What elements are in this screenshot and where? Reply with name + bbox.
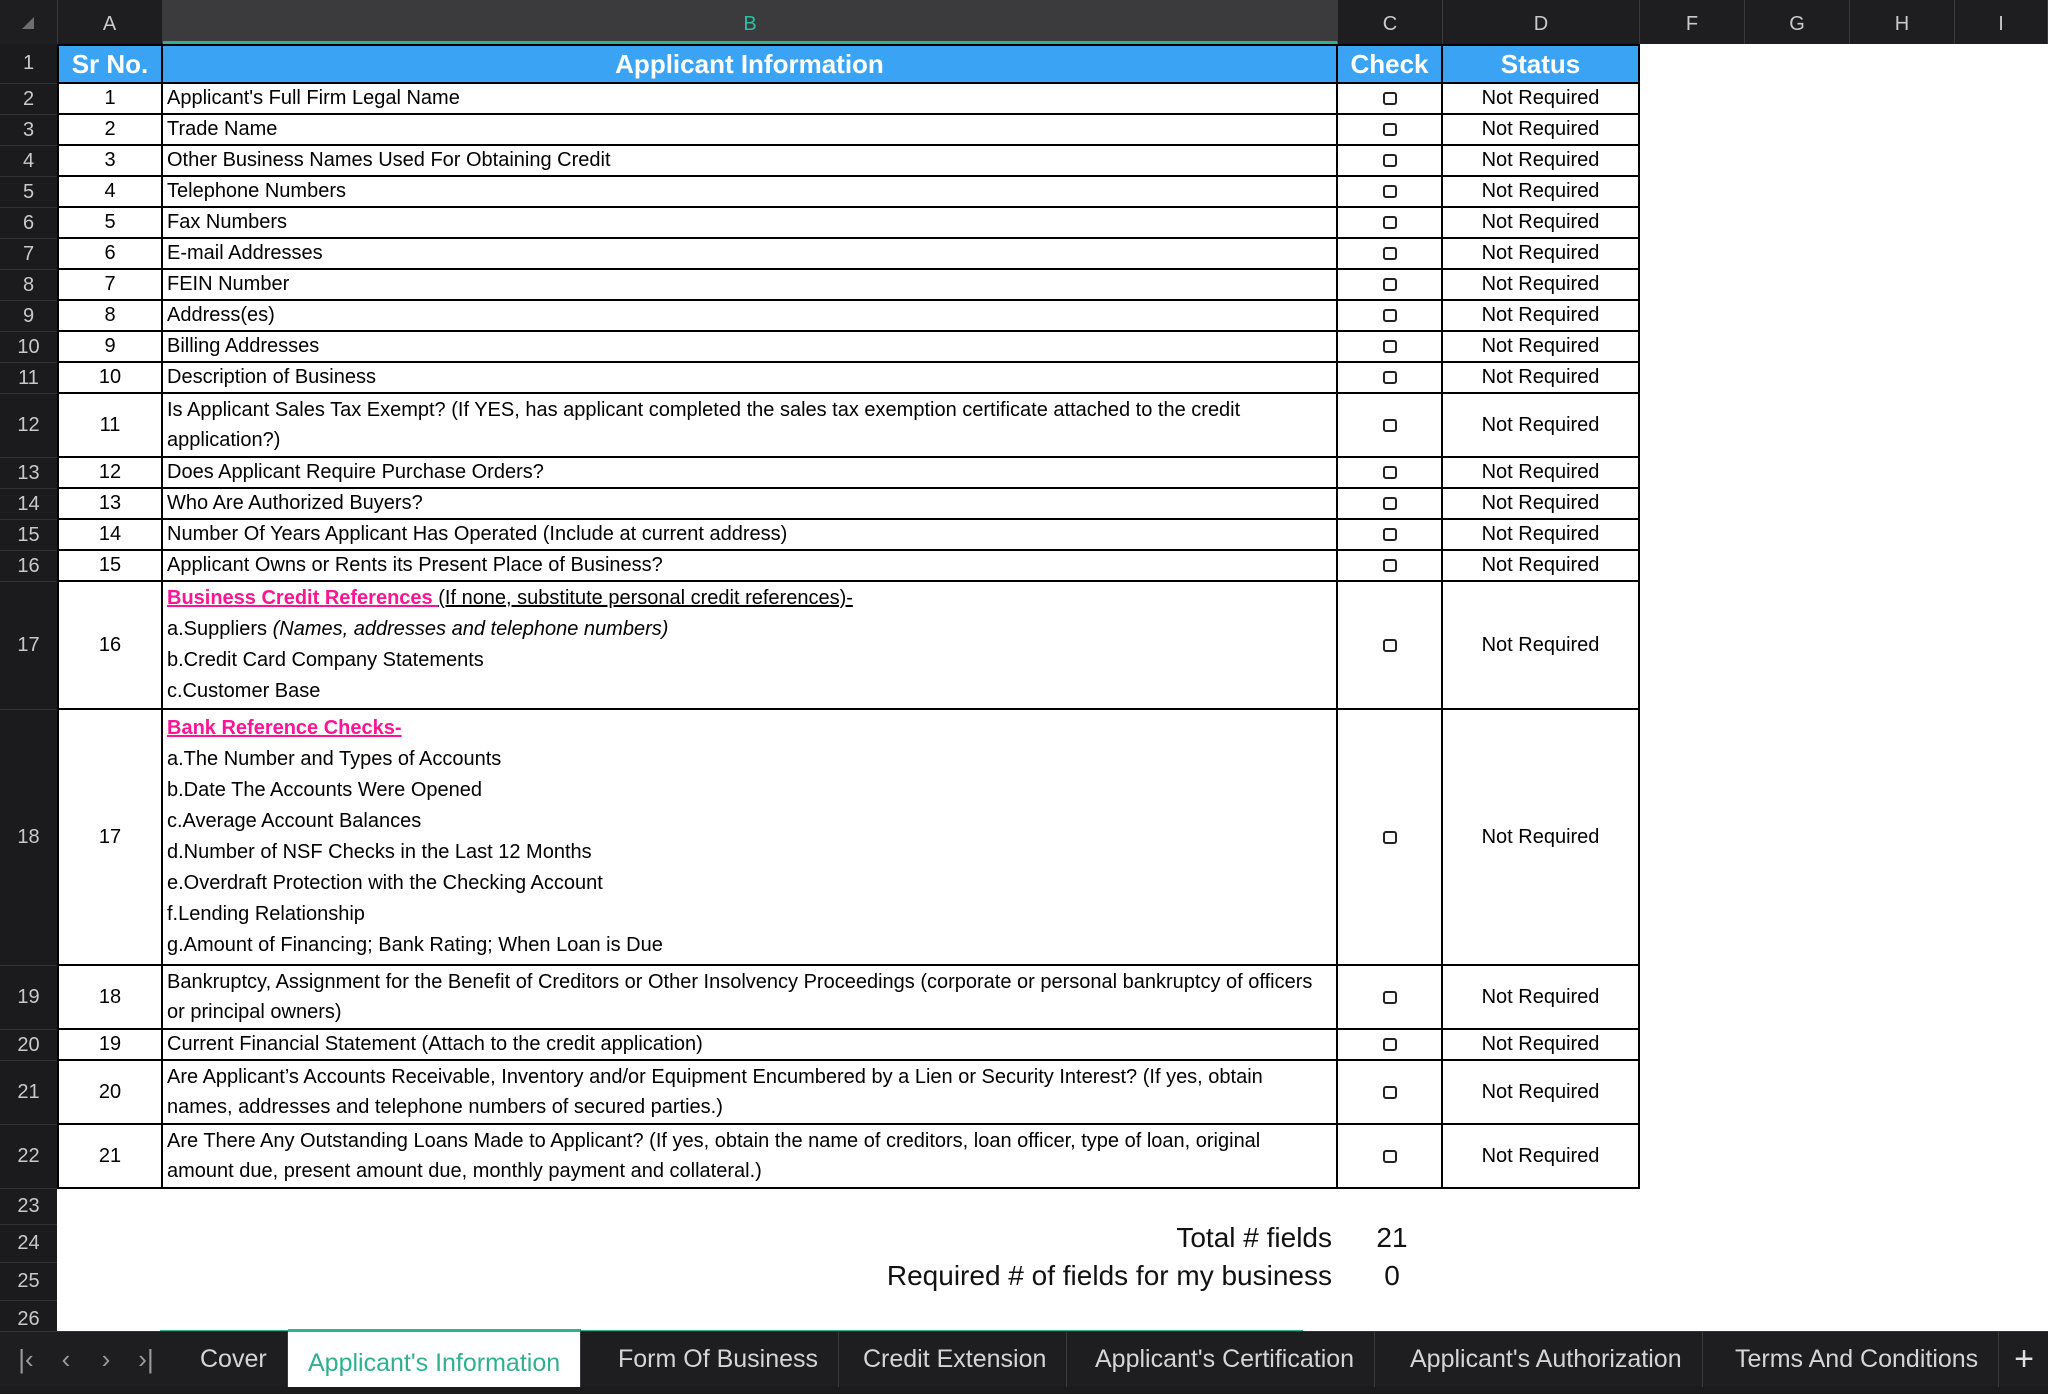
applicant-info-cell[interactable]	[163, 332, 1338, 363]
applicant-info-cell[interactable]	[163, 966, 1338, 1030]
check-cell[interactable]	[1338, 520, 1443, 551]
applicant-info-cell[interactable]	[163, 1125, 1338, 1189]
check-cell[interactable]	[1338, 1125, 1443, 1189]
checkbox-icon[interactable]	[1383, 419, 1397, 432]
checkbox-icon[interactable]	[1383, 216, 1397, 229]
applicant-info-text: Are There Any Outstanding Loans Made to Applicant? (If yes, obtain the name of creditors, loan officer, type of loan, original amount due, present amount due, monthly payment and collateral.)	[167, 1130, 1261, 1182]
row-header-17[interactable]: 17	[0, 582, 57, 710]
applicant-info-cell[interactable]	[163, 146, 1338, 177]
status-cell[interactable]: Not Required	[1443, 1061, 1640, 1125]
applicant-info-cell[interactable]	[163, 520, 1338, 551]
check-cell[interactable]	[1338, 332, 1443, 363]
check-cell[interactable]	[1338, 551, 1443, 582]
tab-form-of-business[interactable]: Form Of Business	[598, 1332, 839, 1387]
checkbox-icon[interactable]	[1383, 991, 1397, 1004]
status-cell[interactable]: Not Required	[1443, 1125, 1640, 1189]
sr-no-cell[interactable]: 11	[57, 394, 163, 458]
header-sr-no[interactable]: Sr No.	[57, 44, 163, 84]
header-check[interactable]: Check	[1338, 44, 1443, 84]
check-cell[interactable]	[1338, 394, 1443, 458]
checkbox-icon[interactable]	[1383, 185, 1397, 198]
applicant-info-text: Applicant Owns or Rents its Present Place of Business?	[167, 554, 663, 576]
row-header-10[interactable]: 10	[0, 332, 57, 363]
tab-applicants-authorization[interactable]: Applicant's Authorization	[1390, 1332, 1703, 1387]
applicant-info-cell[interactable]	[163, 84, 1338, 115]
check-cell[interactable]	[1338, 582, 1443, 710]
section-heading-link[interactable]: Bank Reference Checks-	[167, 717, 402, 739]
checkbox-icon[interactable]	[1383, 497, 1397, 510]
checkbox-icon[interactable]	[1383, 1150, 1397, 1163]
tab-credit-extension[interactable]: Credit Extension	[843, 1332, 1067, 1387]
sub-item-text: c.Average Account Balances	[167, 810, 422, 832]
check-cell[interactable]	[1338, 489, 1443, 520]
applicant-info-cell[interactable]	[163, 1061, 1338, 1125]
applicant-info-cell[interactable]	[163, 582, 1338, 710]
sub-item-note: (Names, addresses and telephone numbers)	[272, 618, 669, 640]
sr-no-cell[interactable]: 13	[57, 489, 163, 520]
tab-terms-and-conditions[interactable]: Terms And Conditions	[1715, 1332, 1999, 1387]
applicant-info-text: Trade Name	[167, 118, 278, 140]
status-cell[interactable]: Not Required	[1443, 520, 1640, 551]
status-cell[interactable]: Not Required	[1443, 551, 1640, 582]
row-header-8[interactable]: 8	[0, 270, 57, 301]
applicant-info-cell[interactable]	[163, 177, 1338, 208]
sr-no-cell[interactable]: 6	[57, 239, 163, 270]
previous-sheet-icon[interactable]: ‹	[61, 1344, 71, 1374]
applicant-info-text: Telephone Numbers	[167, 180, 346, 202]
row-header-3[interactable]: 3	[0, 115, 57, 146]
status-cell[interactable]: Not Required	[1443, 177, 1640, 208]
select-all-icon	[22, 17, 34, 29]
section-heading	[167, 583, 1332, 614]
applicant-info-cell[interactable]	[163, 115, 1338, 146]
checkbox-icon[interactable]	[1383, 278, 1397, 291]
sub-item	[167, 744, 1332, 775]
checkbox-icon[interactable]	[1383, 831, 1397, 844]
applicant-info-cell[interactable]	[163, 208, 1338, 239]
column-header-h[interactable]: H	[1850, 0, 1955, 44]
check-cell[interactable]	[1338, 710, 1443, 966]
check-cell[interactable]	[1338, 363, 1443, 394]
checkbox-icon[interactable]	[1383, 466, 1397, 479]
sr-no-cell[interactable]: 18	[57, 966, 163, 1030]
sub-item	[167, 806, 1332, 837]
status-cell[interactable]: Not Required	[1443, 1030, 1640, 1061]
required-fields-value[interactable]: 0	[1384, 1260, 1400, 1291]
sub-item-text: a.The Number and Types of Accounts	[167, 748, 502, 770]
checkbox-icon[interactable]	[1383, 371, 1397, 384]
sheet-tab-bar	[0, 1331, 2048, 1386]
sr-no-cell[interactable]: 15	[57, 551, 163, 582]
sr-no-cell[interactable]: 9	[57, 332, 163, 363]
sr-no-cell[interactable]: 20	[57, 1061, 163, 1125]
section-heading-note: (If none, substitute personal credit references)-	[438, 587, 853, 609]
checkbox-icon[interactable]	[1383, 1038, 1397, 1051]
checkbox-icon[interactable]	[1383, 92, 1397, 105]
status-cell[interactable]: Not Required	[1443, 208, 1640, 239]
column-header-b[interactable]: B	[163, 0, 1338, 44]
row-header-21[interactable]: 21	[0, 1061, 57, 1125]
status-cell[interactable]: Not Required	[1443, 489, 1640, 520]
applicant-info-cell[interactable]	[163, 489, 1338, 520]
row-header-20[interactable]: 20	[0, 1030, 57, 1061]
sub-item-text: c.Customer Base	[167, 680, 321, 702]
check-cell[interactable]	[1338, 458, 1443, 489]
row-header-2[interactable]: 2	[0, 84, 57, 115]
spreadsheet-grid[interactable]	[57, 44, 2048, 1331]
status-cell[interactable]: Not Required	[1443, 582, 1640, 710]
row-header-7[interactable]: 7	[0, 239, 57, 270]
tab-cover[interactable]: Cover	[180, 1332, 288, 1387]
row-header-15[interactable]: 15	[0, 520, 57, 551]
sr-no-cell[interactable]: 10	[57, 363, 163, 394]
column-header-d[interactable]: D	[1443, 0, 1640, 44]
applicant-info-cell[interactable]	[163, 270, 1338, 301]
sub-item	[167, 775, 1332, 806]
section-heading-link[interactable]: Business Credit References	[167, 587, 439, 609]
applicant-info-text: Current Financial Statement (Attach to the credit application)	[167, 1033, 703, 1055]
sr-no-cell[interactable]: 4	[57, 177, 163, 208]
row-header-24[interactable]: 24	[0, 1225, 57, 1263]
sr-no-cell[interactable]: 19	[57, 1030, 163, 1061]
row-header-18[interactable]: 18	[0, 710, 57, 966]
checkbox-icon[interactable]	[1383, 340, 1397, 353]
header-applicant-information-text: Applicant Information	[615, 48, 884, 79]
sr-no-cell[interactable]: 16	[57, 582, 163, 710]
sr-no-cell[interactable]: 1	[57, 84, 163, 115]
sub-item-text: b.Date The Accounts Were Opened	[167, 779, 483, 801]
check-cell[interactable]	[1338, 270, 1443, 301]
row-header-9[interactable]: 9	[0, 301, 57, 332]
sr-no-cell[interactable]: 21	[57, 1125, 163, 1189]
row-header-19[interactable]: 19	[0, 966, 57, 1030]
next-sheet-icon[interactable]: ›	[101, 1344, 111, 1374]
status-cell[interactable]: Not Required	[1443, 270, 1640, 301]
applicant-info-text: Fax Numbers	[167, 211, 288, 233]
row-header-25[interactable]: 25	[0, 1263, 57, 1301]
status-cell[interactable]: Not Required	[1443, 363, 1640, 394]
sub-item-text: b.Credit Card Company Statements	[167, 649, 484, 671]
status-cell[interactable]: Not Required	[1443, 146, 1640, 177]
sub-item-text: d.Number of NSF Checks in the Last 12 Months	[167, 841, 592, 863]
sub-item	[167, 899, 1332, 930]
row-header-26[interactable]: 26	[0, 1301, 57, 1339]
row-header-6[interactable]: 6	[0, 208, 57, 239]
sub-item-text: e.Overdraft Protection with the Checking Account	[167, 872, 603, 894]
status-cell[interactable]: Not Required	[1443, 84, 1640, 115]
check-cell[interactable]	[1338, 115, 1443, 146]
checkbox-icon[interactable]	[1383, 559, 1397, 572]
applicant-info-text: Does Applicant Require Purchase Orders?	[167, 461, 544, 483]
checkbox-icon[interactable]	[1383, 528, 1397, 541]
applicant-info-cell[interactable]	[163, 239, 1338, 270]
sub-item	[167, 837, 1332, 868]
applicant-info-cell[interactable]	[163, 363, 1338, 394]
sr-no-cell[interactable]: 7	[57, 270, 163, 301]
row-header-14[interactable]: 14	[0, 489, 57, 520]
applicant-info-text: Billing Addresses	[167, 335, 320, 357]
sr-no-cell[interactable]: 3	[57, 146, 163, 177]
sub-item	[167, 930, 1332, 961]
check-cell[interactable]	[1338, 239, 1443, 270]
applicant-info-text: Number Of Years Applicant Has Operated (Include at current address)	[167, 523, 788, 545]
applicant-info-cell[interactable]	[163, 458, 1338, 489]
row-header-4[interactable]: 4	[0, 146, 57, 177]
applicant-info-text: Description of Business	[167, 366, 376, 388]
column-header-i[interactable]: I	[1955, 0, 2048, 44]
total-fields-value[interactable]: 21	[1376, 1222, 1408, 1253]
check-cell[interactable]	[1338, 84, 1443, 115]
checkbox-icon[interactable]	[1383, 123, 1397, 136]
sub-item-text: g.Amount of Financing; Bank Rating; When Loan is Due	[167, 934, 663, 956]
applicant-info-text: Who Are Authorized Buyers?	[167, 492, 423, 514]
column-header-f[interactable]: F	[1640, 0, 1745, 44]
status-cell[interactable]: Not Required	[1443, 115, 1640, 146]
header-status[interactable]: Status	[1443, 44, 1640, 84]
row-header-5[interactable]: 5	[0, 177, 57, 208]
sub-item	[167, 676, 1332, 707]
check-cell[interactable]	[1338, 146, 1443, 177]
last-sheet-icon[interactable]: ›|	[138, 1344, 154, 1374]
column-header-a[interactable]: A	[57, 0, 163, 44]
check-cell[interactable]	[1338, 966, 1443, 1030]
tab-applicants-certification[interactable]: Applicant's Certification	[1075, 1332, 1375, 1387]
checkbox-icon[interactable]	[1383, 247, 1397, 260]
check-cell[interactable]	[1338, 301, 1443, 332]
row-header-16[interactable]: 16	[0, 551, 57, 582]
sr-no-cell[interactable]: 5	[57, 208, 163, 239]
add-sheet-icon[interactable]: +	[2014, 1340, 2034, 1378]
column-header-c[interactable]: C	[1338, 0, 1443, 44]
checkbox-icon[interactable]	[1383, 309, 1397, 322]
section-heading	[167, 713, 1332, 744]
applicant-info-cell[interactable]	[163, 1030, 1338, 1061]
sub-item	[167, 614, 1332, 645]
row-header-12[interactable]: 12	[0, 394, 57, 458]
sub-item-text: f.Lending Relationship	[167, 903, 365, 925]
row-header-13[interactable]: 13	[0, 458, 57, 489]
applicant-info-cell[interactable]	[163, 394, 1338, 458]
row-header-22[interactable]: 22	[0, 1125, 57, 1189]
applicant-info-text: E-mail Addresses	[167, 242, 323, 264]
header-applicant-information[interactable]	[163, 44, 1338, 84]
sr-no-cell[interactable]: 2	[57, 115, 163, 146]
applicant-info-text: Are Applicant’s Accounts Receivable, Inventory and/or Equipment Encumbered by a Lien or Security Interest? (If yes, obtain names, addresses and telephone numbers of secured parties.)	[167, 1066, 1263, 1118]
row-header-1[interactable]: 1	[0, 44, 57, 84]
tab-applicants-information[interactable]: Applicant's Information	[288, 1329, 581, 1387]
applicant-info-text: FEIN Number	[167, 273, 290, 295]
status-cell[interactable]: Not Required	[1443, 394, 1640, 458]
sub-item	[167, 645, 1332, 676]
applicant-info-text: Is Applicant Sales Tax Exempt? (If YES, has applicant completed the sales tax exemption certificate attached to the credit application?)	[167, 399, 1241, 451]
select-all-corner[interactable]	[0, 0, 58, 44]
applicant-info-text: Address(es)	[167, 304, 275, 326]
checkbox-icon[interactable]	[1383, 154, 1397, 167]
check-cell[interactable]	[1338, 1061, 1443, 1125]
column-header-g[interactable]: G	[1745, 0, 1850, 44]
applicant-info-text: Bankruptcy, Assignment for the Benefit of Creditors or Other Insolvency Proceedings (corporate or personal bankruptcy of officers or principal owners)	[167, 971, 1313, 1023]
status-cell[interactable]: Not Required	[1443, 301, 1640, 332]
required-fields-label[interactable]: Required # of fields for my business	[886, 1260, 1332, 1291]
applicant-info-cell[interactable]	[163, 710, 1338, 966]
applicant-info-text: Other Business Names Used For Obtaining Credit	[167, 149, 611, 171]
first-sheet-icon[interactable]: |‹	[18, 1344, 34, 1374]
applicant-info-text: Applicant's Full Firm Legal Name	[167, 87, 460, 109]
applicant-info-cell[interactable]	[163, 551, 1338, 582]
sr-no-cell[interactable]: 8	[57, 301, 163, 332]
checkbox-icon[interactable]	[1383, 1086, 1397, 1099]
checkbox-icon[interactable]	[1383, 639, 1397, 652]
check-cell[interactable]	[1338, 177, 1443, 208]
check-cell[interactable]	[1338, 1030, 1443, 1061]
sr-no-cell[interactable]: 17	[57, 710, 163, 966]
applicant-info-cell[interactable]	[163, 301, 1338, 332]
sr-no-cell[interactable]: 14	[57, 520, 163, 551]
row-header-11[interactable]: 11	[0, 363, 57, 394]
check-cell[interactable]	[1338, 208, 1443, 239]
status-cell[interactable]: Not Required	[1443, 458, 1640, 489]
sr-no-cell[interactable]: 12	[57, 458, 163, 489]
column-header-bar	[0, 0, 2048, 44]
total-fields-label[interactable]: Total # fields	[1176, 1222, 1332, 1253]
sub-item	[167, 868, 1332, 899]
status-cell[interactable]: Not Required	[1443, 239, 1640, 270]
sub-item-text: a.Suppliers	[167, 618, 273, 640]
row-header-23[interactable]: 23	[0, 1189, 57, 1225]
status-cell[interactable]: Not Required	[1443, 332, 1640, 363]
status-cell[interactable]: Not Required	[1443, 710, 1640, 966]
status-cell[interactable]: Not Required	[1443, 966, 1640, 1030]
